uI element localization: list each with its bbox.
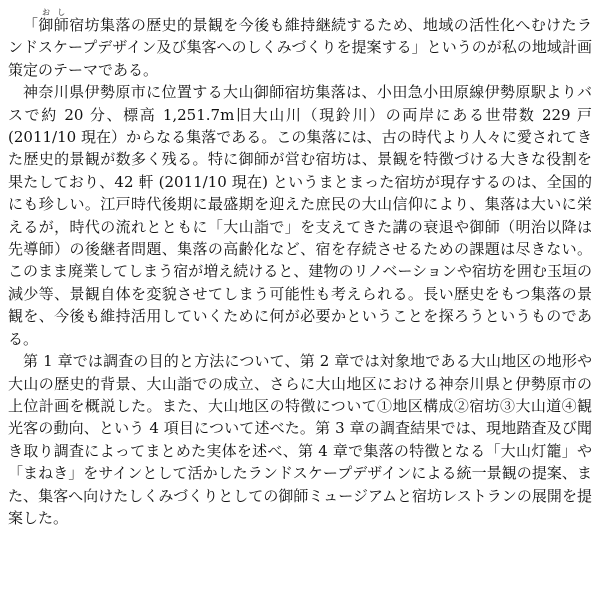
- paragraph-theme: [8, 8, 592, 81]
- ruby-base: 御師: [38, 16, 70, 34]
- paragraph-theme-text: 宿坊集落の歴史的景観を今後も維持継続するため、地域の活性化へむけたランドスケープデザイン及び集客へのしくみづくりを提案する」というのが私の地域計画策定のテーマである。: [8, 16, 592, 79]
- document-body: [8, 8, 592, 529]
- paragraph-theme-lead: 「: [23, 16, 39, 34]
- paragraph-background: 神奈川県伊勢原市に位置する大山御師宿坊集落は、小田急小田原線伊勢原駅よりバスで約 20 分、標高 1,251.7m旧大山川（現鈴川）の両岸にある世帯数 229 戸(2011/10 現在）からなる集落である。この集落には、古の時代より人々に愛されてきた歴史的景観が数多く残る。特に御師が営む宿坊は、景観を特徴づける大きな役割を果たしており、42 軒 (2011/10 現在) というまとまった宿坊が現存するのは、全国的にも珍しい。江戸時代後期に最盛期を迎えた庶民の大山信仰により、集落は大いに栄えるが，時代の流れとともに「大山詣で」を支えてきた講の衰退や御師（明治以降は先導師）の後継者問題、集落の高齢化など、宿を存続させるための課題は尽きない。このまま廃業してしまう宿が増え続けると、建物のリノベーションや宿坊を囲む玉垣の減少等、景観自体を変貌させてしまう可能性も考えられる。長い歴史をもつ集落の景観を、今後も維持活用していくために何が必要かということを探ろうというものである。: [8, 83, 592, 348]
- ruby-oshi: [38, 8, 70, 34]
- paragraph-chapters: 第 1 章では調査の目的と方法について、第 2 章では対象地である大山地区の地形や大山の歴史的背景、大山詣での成立、さらに大山地区における神奈川県と伊勢原市の上位計画を概説した。また、大山地区の特徴について①地区構成②宿坊③大山道④観光客の動向、という 4 項目について述べた。第 3 章の調査結果では、現地踏査及び聞き取り調査によってまとめた実体を述べ、第 4 章で集落の特徴となる「大山灯籠」や「まねき」をサインとして活かしたランドスケープデザインによる統一景観の提案、また、集客へ向けたしくみづくりとしての御師ミュージアムと宿坊レストランの展開を提案した。: [8, 352, 592, 527]
- ruby-reading: おし: [38, 8, 69, 17]
